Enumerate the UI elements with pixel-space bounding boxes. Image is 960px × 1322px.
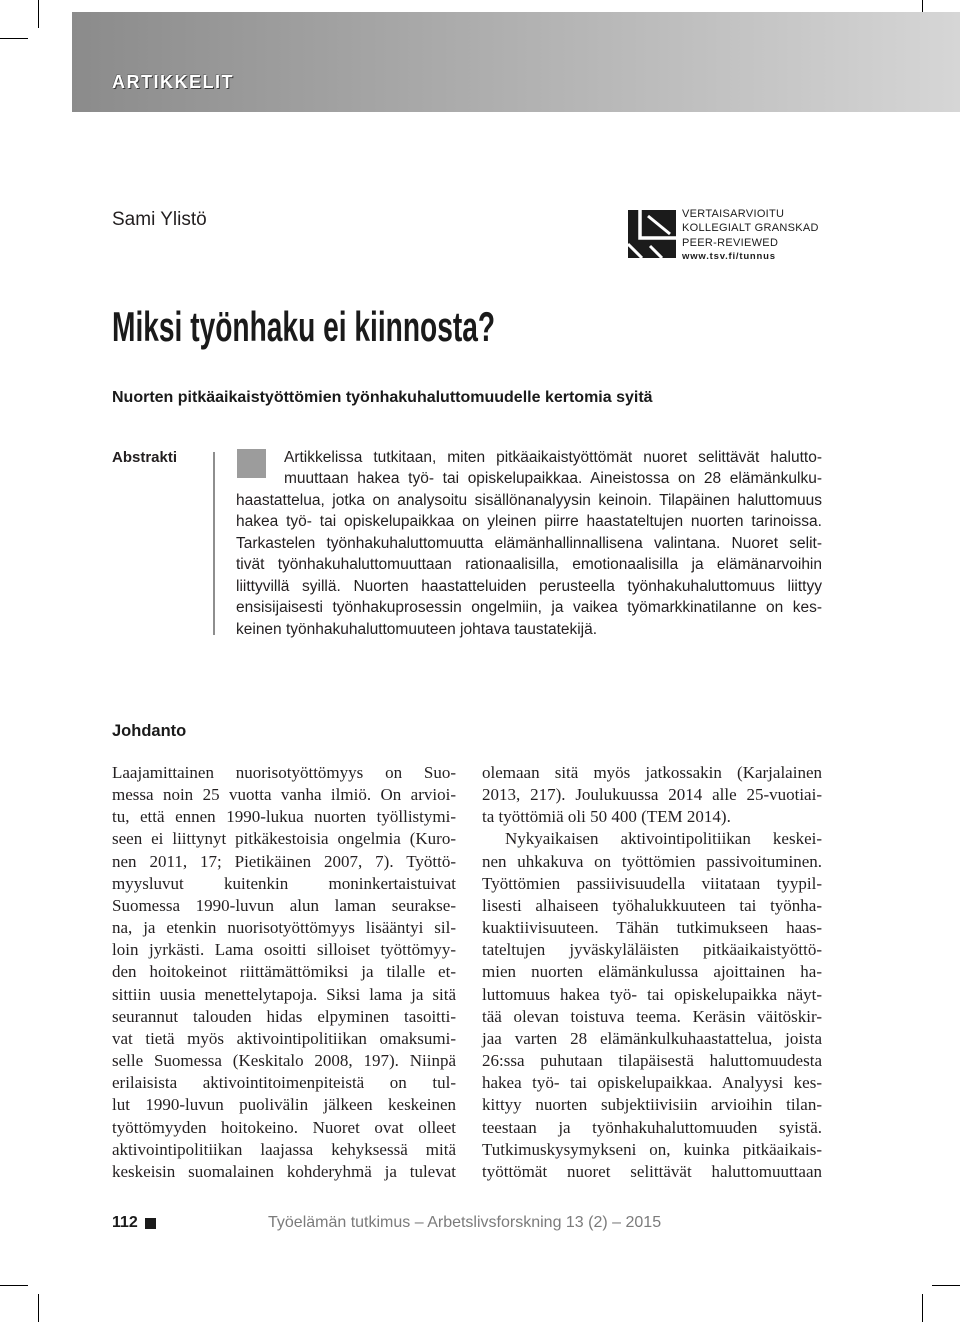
abstract-line: muuttaan hakea työ- tai opiskelupaikkaa. Aineistossa on 28 elämänkulku- (284, 470, 822, 487)
abstract-label: Abstrakti (112, 448, 178, 466)
peer-review-badge (682, 207, 819, 265)
abstract-line: keinen työnhakuhaluttomuuteen johtava taustatekijä. (236, 620, 598, 638)
body-text-line: tu, että ennen 1990-lukua nuorten työllistymi- (112, 807, 456, 827)
badge-line-english: PEER-REVIEWED (682, 236, 779, 249)
abstract-line: tivät työnhakuhaluttomuuttaan rationaalisilla, emotionaalisilla ja elämänarvoihin (236, 556, 822, 573)
abstract-line: Artikkelissa tutkitaan, miten pitkäaikaistyöttömät nuoret selittävät halutto- (284, 448, 822, 466)
body-text-line: na, ja etenkin nuorisotyöttömyys lisääntyi sil- (112, 918, 456, 938)
abstract-line: Tarkastelen työnhakuhaluttomuutta elämänhallinnallisena valintana. Nuoret selit- (236, 534, 822, 552)
peer-review-mark-icon (628, 210, 676, 258)
abstract-line: haastattelua, jotka on analysoitu sisällönanalyysin keinoin. Tilapäinen haluttomuus (236, 491, 822, 509)
crop-mark-bottom-left-vertical (38, 1294, 39, 1322)
footer-square-marker (145, 1218, 156, 1229)
body-text-line: keskeisin suomalainen kohderyhmä ja tulevat (112, 1161, 456, 1181)
body-text-line: luttomuus hakea työ- tai opiskelupaikka näyt- (482, 984, 822, 1004)
body-text-line: aktivointipolitiikan laajassa kehyksessä mitä (112, 1139, 456, 1159)
body-text-line: selle Suomessa (Keskitalo 2008, 197). Niinpä (112, 1051, 456, 1071)
article-title: Miksi työnhaku ei kiinnosta? (112, 303, 496, 350)
body-text-line: Työttömien passiivisuudella viitataan tyypil- (482, 873, 822, 893)
body-text-line: tateltujen jyväskyläläisten pitkäaikaistyöttö- (482, 940, 822, 960)
body-text-line: tää olevan toistuva teema. Keräsin väitöskir- (482, 1006, 822, 1026)
body-text-line: mien nuorten elämänkulussa ajoittainen ha- (482, 962, 822, 982)
body-text-line: Suomessa 1990-luvun alun laman seurakse- (112, 895, 456, 915)
body-text-line: lut 1990-luvun puolivälin jälkeen keskeinen (112, 1095, 456, 1115)
body-text-line: nen uhkakuva on työttömien passivoituminen. (482, 851, 822, 871)
crop-mark-top-left-horizontal (0, 38, 28, 39)
body-text-line: olemaan sitä myös jatkossakin (Karjalainen (482, 763, 822, 782)
body-text-line: Laajamittainen nuorisotyöttömyys on Suo- (112, 763, 456, 782)
section-heading-introduction: Johdanto (112, 722, 187, 740)
section-label: ARTIKKELIT (112, 72, 234, 92)
abstract-vertical-rule (213, 452, 215, 635)
body-text-line: työttömät nuoret selittävät haluttomuuttaan (482, 1161, 822, 1181)
body-text-line: sittiin uusia menettelytapoja. Siksi lama ja sitä (112, 984, 456, 1004)
body-text-line: nen 2011, 17; Pietikäinen 2007, 7). Työttö- (112, 851, 456, 871)
body-text-line: kittyy nuorten subjektiivisiin arvioihin tilan- (482, 1095, 822, 1115)
abstract-line: hakea työ- tai opiskelupaikkaa on yleinen piirre haastateltujen nuorten tarinoissa. (236, 513, 822, 530)
body-text-line: erilaisista aktivointitoimenpiteistä on tul- (112, 1073, 456, 1093)
body-text-line: 26:ssa puhutaan tilapäisestä haluttomuudesta (482, 1051, 822, 1071)
abstract-line: liittyvillä syillä. Nuorten haastatteluiden perusteella työnhakuhaluttomuus liittyy (236, 577, 822, 595)
crop-mark-bottom-right-vertical (922, 1294, 923, 1322)
crop-mark-bottom-right-horizontal (932, 1285, 960, 1286)
crop-mark-top-left-vertical (38, 0, 39, 28)
body-text-line: työttömyyden hoitokeino. Nuoret ovat olleet (112, 1117, 456, 1137)
body-text-line: loin jyrkästi. Lama osoitti silloiset työttömyy- (112, 940, 456, 960)
section-header-band (72, 12, 960, 112)
body-text-line: den hoitokeinot riittämättömiksi ja tilalle et- (112, 962, 456, 982)
body-column-right (482, 762, 822, 1183)
body-text-line: Tutkimuskysymykseni on, kuinka pitkäaikais- (482, 1139, 822, 1159)
body-text-line: seurannut talouden hidas elpyminen tasoitti- (112, 1006, 456, 1026)
body-text-line: jaa varten 28 elämänkulkuhaastattelua, joista (482, 1028, 822, 1048)
abstract-text (236, 447, 822, 641)
body-text-line: teestaan ja työnhakuhaluttomuuden syistä. (482, 1117, 822, 1137)
body-text-line: seen ei liittynyt pitkäkestoisia ongelmia (Kuro- (112, 829, 456, 849)
article-subtitle: Nuorten pitkäaikaistyöttömien työnhakuhaluttomuudelle kertomia syitä (112, 389, 653, 406)
body-column-left (112, 762, 456, 1183)
body-text-line: Nykyaikaisen aktivointipolitiikan keskei- (505, 829, 822, 849)
crop-mark-bottom-left-horizontal (0, 1285, 28, 1286)
journal-citation: Työelämän tutkimus – Arbetslivsforskning 13 (2) – 2015 (268, 1214, 662, 1231)
body-text-line: messa noin 25 vuotta vanha ilmiö. On arvioi- (112, 785, 456, 805)
body-text-line: kuaktiivisuuteen. Tähän tutkimukseen haas- (482, 918, 822, 938)
body-text-line: vat tietä myös aktivointipolitiikan omaksumi- (112, 1028, 456, 1048)
badge-url: www.tsv.fi/tunnus (682, 251, 776, 263)
body-text-line: myysluvut kuitenkin moninkertaistuivat (112, 873, 456, 893)
abstract-line: ensisijaisesti työnhakuprosessin ongelmiin, ja vaikea työmarkkinatilanne on kes- (236, 599, 822, 616)
badge-line-swedish: KOLLEGIALT GRANSKAD (682, 222, 819, 235)
body-text-line: ta työttömiä oli 50 400 (TEM 2014). (482, 807, 731, 827)
body-text-line: hakea työ- tai opiskelupaikkaa. Analyysi kes- (482, 1073, 822, 1093)
page-number: 112 (112, 1214, 138, 1231)
body-text-line: 2013, 217). Joulukuussa 2014 alle 25-vuotiai- (482, 785, 822, 805)
body-text-line: lisesti alhaiseen työhalukkuuteen tai työnha- (482, 895, 822, 915)
badge-line-finnish: VERTAISARVIOITU (682, 207, 785, 220)
author-name: Sami Ylistö (112, 209, 207, 230)
